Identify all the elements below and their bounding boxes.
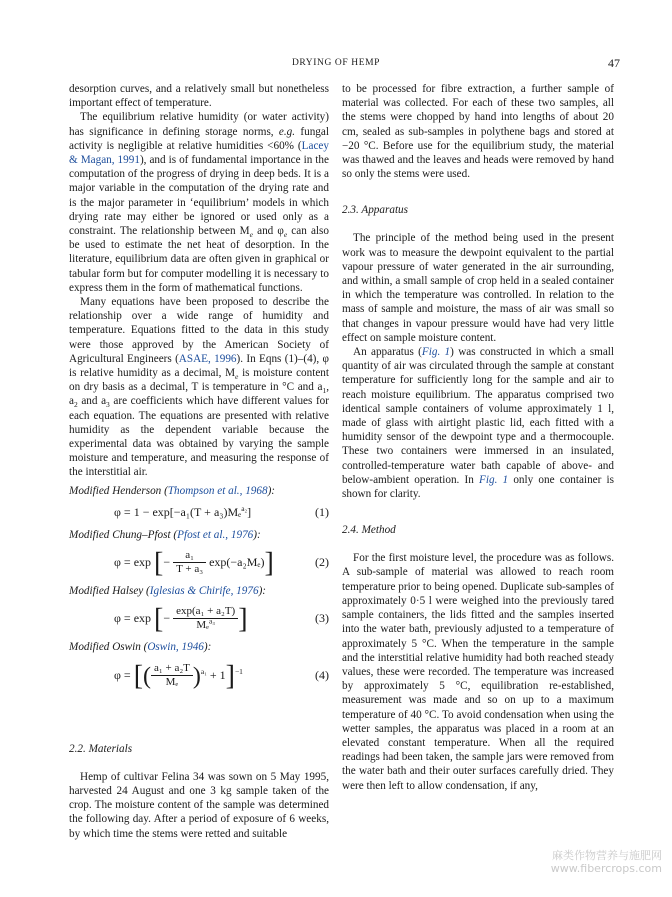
equation-label: Modified Chung–Pfost (Pfost et al., 1976): <box>69 528 261 541</box>
citation-link[interactable]: Lacey & Magan, 1991 <box>69 139 329 167</box>
citation-link[interactable]: Thompson et al., 1968 <box>167 484 268 497</box>
section-heading: 2.2. Materials <box>69 742 133 755</box>
figure-link[interactable]: Fig. 1 <box>421 346 451 359</box>
page-number: 47 <box>608 56 620 70</box>
paragraph: Many equations have been proposed to describe the relationship over a wide range of humidity and temperature. Equations fitted to the data in this study were those approved by the American Society of Agricultural Engineers (ASAE, 1996). In Eqns (1)–(4), φ is relative humidity as a decimal, $M_e$ is moisture content on dry basis as a decimal, T is temperature in °C and $a_1$, $a_2$ and $a_3$ are coefficients which have different values for each equation. The equations are presented with relative humidity as the dependent variable because the experimental data was obtained by varying the sample moisture and temperature, and measuring the response of the interstitial air. <box>69 296 330 479</box>
left-column <box>69 82 329 841</box>
paragraph: Hemp of cultivar Felina 34 was sown on 5 May 1995, harvested 24 August and one 3 kg sample taken of the crop. The moisture content of the sample was determined the following day. After a period of exposure of 6 weeks, by which time the stems were retted and suitable <box>69 770 329 840</box>
equation-label: Modified Halsey (Iglesias & Chirife, 1976): <box>69 584 267 597</box>
running-title: DRYING OF HEMP <box>291 58 381 68</box>
citation-link[interactable]: ASAE, 1996 <box>178 352 237 365</box>
citation-link[interactable]: Pfost et al., 1976 <box>177 528 254 541</box>
equation-number: (4) <box>315 667 329 682</box>
equation-4: φ = [( $\frac{\text{a₁ + a₂T}}{\text{Mₑ}}$ )$^{a_1}$ + 1]$^{-1}$ (4) <box>69 656 329 694</box>
equation-number: (3) <box>315 610 329 625</box>
equation-3: φ = exp [− $\frac{\text{exp(a₁ + a₂T)}}{M_e^{a_3}}$ ] (3) <box>69 600 329 636</box>
equation-label: Modified Oswin (Oswin, 1946): <box>69 640 212 653</box>
paragraph: desorption curves, and a relatively small but nonetheless important effect of temperature. <box>69 83 329 110</box>
paragraph: For the first moisture level, the procedure was as follows. A sub-sample of material was allowed to reach room temperature prior to being opened. Duplicate sub-samples of approximately 0·5 l were weighed into the previously tared sample containers, the lids fitted and the samples inserted into the water bath, previously adjusted to a temperature of approximately 5 °C. When the temperature in the sample and the interstitial relative humidity had both reached steady values, these were recorded. The temperature was increased by approximately 5 °C, equilibration re-established, measurement was made and so on up to a maximum temperature of 40 °C. To avoid condensation when using the wetter samples, the apparatus was placed in a room at an elevated constant temperature. When all the required readings had been taken, the sample jars were removed from the water bath and their outer surfaces carefully dried. They were then left to allow condensation, if any, <box>342 552 614 792</box>
right-column <box>342 82 614 793</box>
citation-link[interactable]: Oswin, 1946 <box>147 640 204 653</box>
equation-label: Modified Henderson (Thompson et al., 1968): <box>69 484 276 497</box>
equation-number: (1) <box>315 504 329 519</box>
section-heading: 2.4. Method <box>342 524 396 537</box>
paragraph: The principle of the method being used in the present work was to measure the dewpoint equivalent to the partial vapour pressure of water generated in the air surrounding, and within, a small sample of crop held in a sealed container in which the temperature was controlled. In relation to the mass of sample and moisture, the mass of air was small so that changes in vapour pressure would have had very little effect on sample moisture content. <box>342 232 614 344</box>
paragraph: An apparatus (Fig. 1) was constructed in which a small quantity of air was circulated through the sample at constant temperature for sufficiently long for the sample and air to reach moisture equilibrium. The apparatus comprised two identical sample containers of volume approximately 1 l, made of glass with airtight plastic lid, each fitted with a humidity sensor of the dewpoint type and a thermocouple. These two containers were immersed in an insulated, controlled-temperature water bath capable of above- and below-ambient operation. In Fig. 1 only one container is shown for clarity. <box>342 346 615 501</box>
paragraph: The equilibrium relative humidity (or water activity) has significance in defining storage norms, e.g. fungal activity is negligible at relative humidities <60% (Lacey & Magan, 1991), and is of fundamental importance in the computation of the progress of drying in deep beds. It is a major variable in the computation of the drying rate and is the major parameter in ‘equilibrium’ models in which drying rate may either be ignored or used only as a constraint. The relationship between $M_e$ and $\varphi_e$ can also be used to estimate the net heat of desorption. In the literature, equilibrium data are often given in graphical or tabular form but for computer modelling it is necessary to express them in the form of mathematical functions. <box>69 111 329 294</box>
site-watermark: 麻类作物营养与施肥网 www.fibercrops.com <box>550 849 662 875</box>
citation-link[interactable]: Iglesias & Chirife, 1976 <box>149 584 259 597</box>
equation-2: φ = exp [− $\frac{\text{a₁}}{\text{T + a₃}}$ exp(−a₂Mₑ)] (2) <box>69 544 329 580</box>
paragraph: to be processed for fibre extraction, a further sample of material was collected. For each of these two samples, all the stems were chopped by hand into lengths of about 20 cm, sealed as sub-samples in polythene bags and stored at −20 °C. Before use for the equilibrium study, the material was thawed and the leaves and heads were removed by hand so only the stems were used. <box>342 83 614 181</box>
equation-number: (2) <box>315 554 329 569</box>
section-heading: 2.3. Apparatus <box>342 204 408 217</box>
equation-1: φ = 1 − exp[−a₁(T + a₃)Mₑ$^{a_2}$] (1) <box>69 500 329 524</box>
figure-link[interactable]: Fig. 1 <box>479 473 509 486</box>
